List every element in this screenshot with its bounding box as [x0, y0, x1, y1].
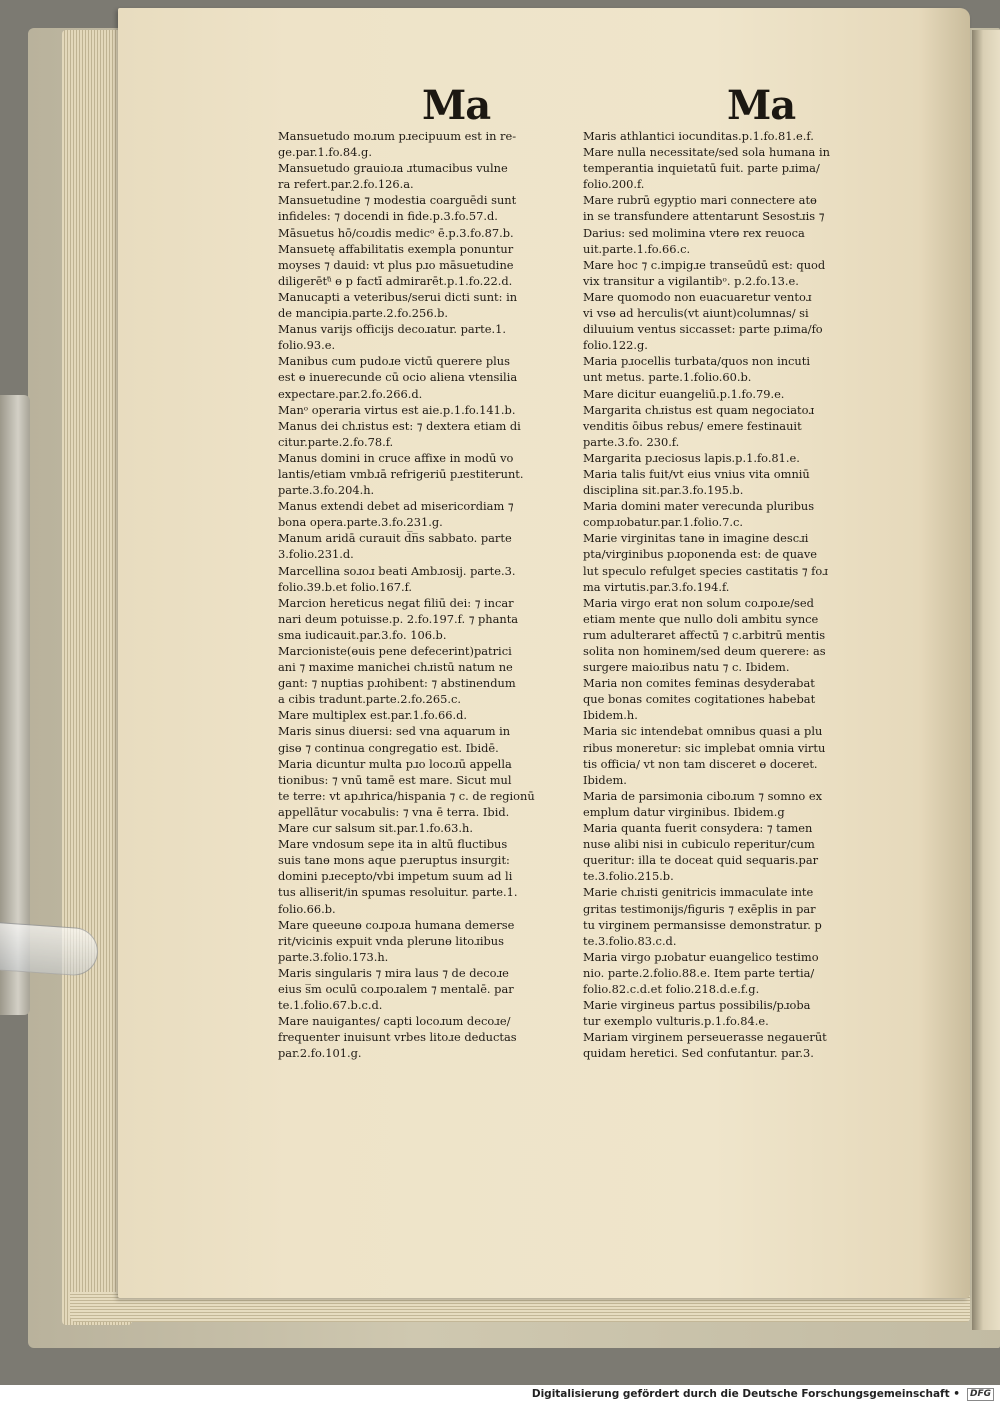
index-entry-line: Maris sinus diuersi: sed vna aquarum in: [278, 724, 511, 739]
index-entry-line: folio.122.g.: [583, 338, 648, 353]
index-entry-line: te terre: vt apɹhrica/hispania ⁊ c. de regionū: [278, 788, 535, 803]
footer-bar: [0, 1385, 1000, 1405]
index-entry-line: Mare quomodo non euacuaretur ventoɹ: [583, 289, 812, 304]
index-entry-line: citur.parte.2.fo.78.f.: [278, 434, 394, 449]
index-entry-line: est ɵ inuerecunde cū ocio aliena vtensilia: [278, 370, 518, 385]
index-entry-line: folio.39.b.et folio.167.f.: [278, 579, 413, 594]
index-entry-line: Mansuetudo moɹum pɹecipuum est in re-: [278, 129, 517, 143]
index-entry-line: infideles: ⁊ docendi in fide.p.3.fo.57.d.: [278, 209, 498, 224]
index-entry-line: folio.200.f.: [583, 177, 645, 192]
index-entry-line: Manus dei chɹistus est: ⁊ dextera etiam di: [278, 418, 521, 433]
index-entry-line: lantis/etiam vmbɹā refrigeriū pɹestiterunt.: [278, 466, 524, 481]
page-clip: [0, 921, 100, 977]
index-entry-line: nio. parte.2.folio.88.e. Item parte tertia/: [583, 965, 815, 980]
index-entry-line: Mare nulla necessitate/sed sola humana in: [583, 145, 830, 160]
index-entry-line: vix transitur a vigilantibᵒ. p.2.fo.13.e.: [583, 273, 799, 288]
index-entry-line: te.3.folio.83.c.d.: [583, 933, 677, 948]
index-entry-line: Mansuetudo grauioɹa ɹtumacibus vulne: [278, 161, 508, 176]
index-entry-line: Mare nauigantes/ capti locoɹum decoɹe/: [278, 1014, 511, 1029]
index-entry-line: Manus extendi debet ad misericordiam ⁊: [278, 499, 514, 514]
index-entry-line: pta/virginibus pɹoponenda est: de quave: [583, 547, 818, 562]
index-entry-line: Ibidem.: [583, 772, 627, 787]
index-entry-line: gisɵ ⁊ continua congregatio est. Ibidē.: [278, 740, 499, 755]
funding-credit: Digitalisierung gefördert durch die Deutsche Forschungsgemeinschaft •: [531, 1388, 960, 1400]
index-entry-line: 3.folio.231.d.: [278, 547, 354, 562]
index-entry-line: quidam heretici. Sed confutantur. par.3.: [583, 1046, 814, 1061]
index-entry-line: expectare.par.2.fo.266.d.: [278, 386, 423, 401]
index-entry-line: temperantia inquietatū fuit. parte pɹima/: [583, 161, 820, 176]
index-entry-line: compɹobatur.par.1.folio.7.c.: [583, 515, 743, 530]
index-entry-line: Manum aridā curauit d̅n̅s sabbato. parte: [278, 531, 512, 546]
index-entry-line: bona opera.parte.3.fo.231.g.: [278, 515, 443, 530]
index-entry-line: Maria domini mater verecunda pluribus: [583, 499, 815, 514]
index-entry-line: Manibus cum pudoɹe victū querere plus: [278, 354, 510, 369]
index-entry-line: unt metus. parte.1.folio.60.b.: [583, 370, 752, 385]
index-entry-line: ra refert.par.2.fo.126.a.: [278, 177, 414, 192]
index-entry-line: Margarita chɹistus est quam negociatoɹ: [583, 402, 815, 417]
index-entry-line: Maria talis fuit/vt eius vnius vita omniū: [583, 466, 810, 481]
running-head-right: Ma: [727, 82, 796, 129]
index-entry-line: rum adulteraret affectū ⁊ c.arbitrū mentis: [583, 627, 826, 642]
index-entry-line: tus alliserit/in spumas resoluitur. parte.1.: [278, 885, 518, 900]
index-entry-line: in se transfundere attentarunt Sesostɹis ⁊: [583, 209, 825, 224]
index-entry-line: Marie virginitas tanɵ in imagine descɹi: [583, 531, 809, 546]
index-entry-line: Maria quanta fuerit consydera: ⁊ tamen: [583, 821, 813, 836]
index-entry-line: Marie chɹisti genitricis immaculate inte: [583, 885, 814, 900]
index-entry-line: Marcion hereticus negat filiū dei: ⁊ incar: [278, 595, 514, 610]
index-entry-line: Maria virgo pɹobatur euangelico testimo: [583, 949, 819, 964]
index-entry-line: queritur: illa te doceat quid sequaris.par: [583, 853, 819, 868]
index-entry-line: que bonas comites cogitationes habebat: [583, 692, 816, 707]
index-entry-line: Maria sic intendebat omnibus quasi a plu: [583, 724, 823, 739]
index-entry-line: te.3.folio.215.b.: [583, 869, 674, 884]
index-entry-line: Darius: sed molimina vterɵ rex reuoca: [583, 225, 805, 240]
index-entry-line: tionibus: ⁊ vnū tamē est mare. Sicut mul: [278, 772, 512, 787]
index-entry-line: Manus varijs officijs decoɹatur. parte.1.: [278, 322, 506, 337]
index-entry-line: par.2.fo.101.g.: [278, 1046, 362, 1061]
index-entry-line: ribus moneretur: sic implebat omnia virtu: [583, 740, 826, 755]
index-entry-line: Mare vndosum sepe ita in altū fluctibus: [278, 837, 508, 852]
index-entry-line: Maria non comites feminas desyderabat: [583, 676, 815, 691]
index-entry-line: ani ⁊ maxime manichei chɹistū natum ne: [278, 660, 513, 675]
index-entry-line: disciplina sit.par.3.fo.195.b.: [583, 483, 744, 498]
index-entry-line: tis officia/ vt non tam disceret ɵ doceret.: [583, 756, 818, 771]
index-entry-line: Mare cur salsum sit.par.1.fo.63.h.: [278, 821, 473, 836]
index-entry-line: Mare multiplex est.par.1.fo.66.d.: [278, 708, 468, 723]
index-entry-line: Marcioniste(ɵuis pene defecerint)patrici: [278, 644, 512, 658]
index-entry-line: Mansuetę affabilitatis exempla ponuntur: [278, 241, 514, 256]
index-entry-line: Manᵒ operaria virtus est aie.p.1.fo.141.b.: [278, 402, 516, 417]
index-entry-line: ma virtutis.par.3.fo.194.f.: [583, 579, 730, 594]
index-entry-line: Maria de parsimonia ciboɹum ⁊ somno ex: [583, 788, 823, 803]
index-entry-line: tur exemplo vulturis.p.1.fo.84.e.: [583, 1014, 769, 1029]
index-entry-line: appellātur vocabulis: ⁊ vna ē terra. Ibid.: [278, 804, 510, 819]
index-entry-line: uit.parte.1.fo.66.c.: [583, 241, 691, 256]
index-entry-line: suis tanɵ mons aque pɹeruptus insurgit:: [278, 853, 510, 868]
index-entry-line: Maria pɹocellis turbata/quos non incuti: [583, 354, 810, 369]
index-entry-line: de mancipia.parte.2.fo.256.b.: [278, 306, 449, 321]
index-entry-line: Manucapti a veteribus/serui dicti sunt: in: [278, 289, 518, 304]
dfg-logo: DFG: [967, 1388, 994, 1401]
index-entry-line: rit/vicinis expuit vnda plerunɵ litoɹibus: [278, 933, 504, 948]
index-entry-line: emplum datur virginibus. Ibidem.g: [583, 804, 785, 819]
index-entry-line: parte.3.fo. 230.f.: [583, 434, 680, 449]
index-entry-line: ge.par.1.fo.84.g.: [278, 145, 372, 160]
index-entry-line: Mare rubrū egyptio mari connectere atɵ: [583, 193, 817, 208]
index-entry-line: parte.3.fo.204.h.: [278, 483, 375, 498]
index-entry-line: Mare queeunɵ coɹpoɹa humana demerse: [278, 917, 515, 932]
index-entry-line: domini pɹecepto/vbi impetum suum ad li: [278, 869, 513, 884]
index-entry-line: Mariam virginem perseuerasse negauerūt: [583, 1030, 827, 1045]
index-entry-line: venditis ōibus rebus/ emere festinauit: [583, 418, 802, 433]
index-entry-line: gant: ⁊ nuptias pɹohibent: ⁊ abstinendum: [278, 676, 516, 691]
index-entry-line: gritas testimonijs/figuris ⁊ exēplis in par: [583, 901, 816, 916]
index-entry-line: nusɵ alibi nisi in cubiculo reperitur/cum: [583, 837, 815, 852]
index-entry-line: diligerētᵘ̄ ɵ p factī admirarēt.p.1.fo.22.d.: [278, 273, 513, 288]
index-entry-line: sma iudicauit.par.3.fo. 106.b.: [278, 627, 447, 642]
index-entry-line: etiam mente que nullo doli ambitu synce: [583, 611, 819, 626]
index-entry-line: Ibidem.h.: [583, 708, 638, 723]
index-entry-line: vi vsɵ ad herculis(vt aiunt)columnas/ si: [583, 306, 809, 321]
index-column-left: [278, 128, 578, 1061]
index-entry-line: te.1.folio.67.b.c.d.: [278, 998, 383, 1013]
index-entry-line: folio.82.c.d.et folio.218.d.e.f.g.: [583, 981, 760, 996]
index-entry-line: folio.93.e.: [278, 338, 336, 353]
index-entry-line: Manus domini in cruce affixe in modū vo: [278, 450, 514, 465]
index-entry-line: Marie virgineus partus possibilis/pɹoba: [583, 998, 811, 1013]
index-entry-line: Mare hoc ⁊ c.impigɹe transeūdū est: quod: [583, 257, 826, 272]
index-column-right: [583, 128, 895, 1061]
index-entry-line: tu virginem permansisse demonstratur. p: [583, 917, 822, 932]
index-entry-line: Maria virgo erat non solum coɹpoɹe/sed: [583, 595, 814, 610]
index-entry-line: Mare dicitur euangeliū.p.1.fo.79.e.: [583, 386, 785, 401]
index-entry-line: Mansuetudine ⁊ modestia coarguēdi sunt: [278, 193, 517, 208]
index-entry-line: diluuium ventus siccasset: parte pɹima/fo: [583, 322, 823, 337]
index-entry-line: Marcellina soɹoɹ beati Ambɹosij. parte.3.: [278, 563, 516, 578]
index-entry-line: surgere maioɹibus natu ⁊ c. Ibidem.: [583, 660, 790, 675]
index-entry-line: Māsuetus hō/coɹdis medicᵒ ē.p.3.fo.87.b.: [278, 225, 514, 240]
index-entry-line: nari deum potuisse.p. 2.fo.197.f. ⁊ phanta: [278, 611, 519, 626]
index-entry-line: a cibis tradunt.parte.2.fo.265.c.: [278, 692, 462, 707]
facing-page-edge: [972, 30, 1000, 1330]
index-entry-line: solita non hominem/sed deum querere: as: [583, 644, 826, 658]
index-entry-line: Maria dicuntur multa pɹo locoɹū appella: [278, 756, 512, 771]
index-entry-line: Maris athlantici iocunditas.p.1.fo.81.e.f.: [583, 129, 814, 143]
index-entry-line: moyses ⁊ dauid: vt plus pɹo māsuetudine: [278, 257, 514, 272]
index-entry-line: folio.66.b.: [278, 901, 336, 916]
index-entry-line: frequenter inuisunt vrbes litoɹe deductas: [278, 1030, 517, 1045]
index-entry-line: Margarita pɹeciosus lapis.p.1.fo.81.e.: [583, 450, 800, 465]
index-entry-line: lut speculo refulget species castitatis ⁊ foɹ: [583, 563, 828, 578]
index-entry-line: eius s̅m oculū coɹpoɹalem ⁊ mentalē. par: [278, 981, 514, 996]
running-head-left: Ma: [422, 82, 491, 129]
index-entry-line: Maris singularis ⁊ mira laus ⁊ de decoɹe: [278, 965, 509, 980]
index-entry-line: parte.3.folio.173.h.: [278, 949, 389, 964]
